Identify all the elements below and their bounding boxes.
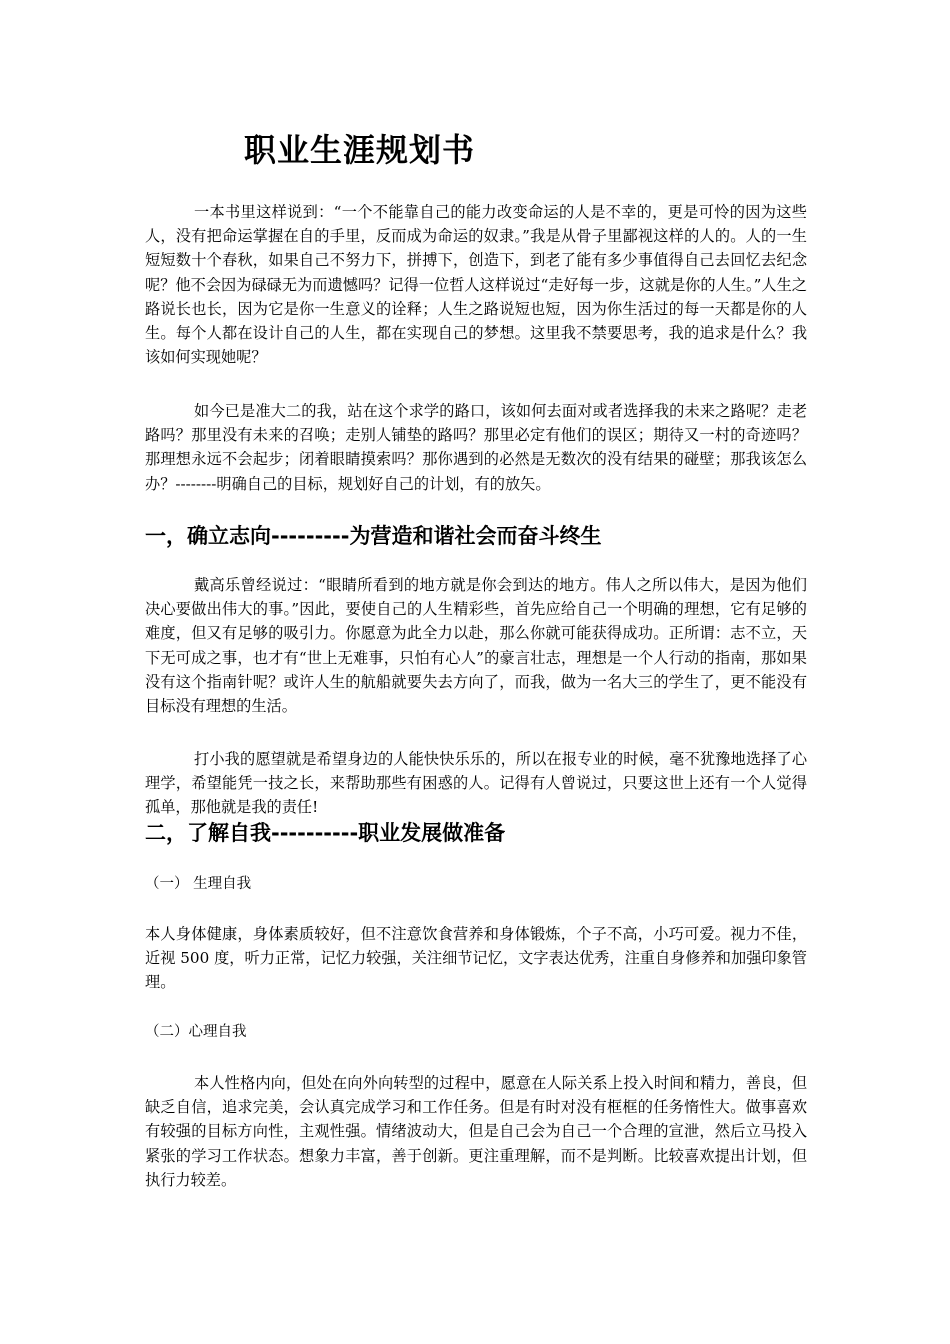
section-heading-self-knowledge: 二，了解自我----------职业发展做准备 [145, 821, 506, 845]
paragraph-ideal: 戴高乐曾经说过：“眼睛所看到的地方就是你会到达的地方。伟人之所以伟大，是因为他们决心要做出伟大的事。”因此，要使自己的人生精彩些，首先应给自己一个明确的理想，它有足够的难度，但又有足够的吸引力。你愿意为此全力以赴，那么你就可能获得成功。正所谓：志不立，天下无可成之事，也才有“世上无难事，只怕有心人”的豪言壮志，理想是一个人行动的指南，那如果没有这个指南针呢？或许人生的航船就要失去方向了，而我，做为一名大三的学生了，更不能没有目标没有理想的生活。 [145, 576, 807, 716]
paragraph-future-path: 如今已是准大二的我，站在这个求学的路口，该如何去面对或者选择我的未来之路呢？走老路吗？那里没有未来的召唤；走别人铺垫的路吗？那里必定有他们的误区；期待又一村的奇迹吗？那理想永远不会起步；闭着眼睛摸索吗？那你遇到的必然是无数次的没有结果的碰壁；那我该怎么办？--------明确自己的目标，规划好自己的计划，有的放矢。 [145, 402, 807, 493]
subheading-physical-self: （一） 生理自我 [145, 876, 252, 892]
paragraph-psychological-self: 本人性格内向，但处在向外向转型的过程中，愿意在人际关系上投入时间和精力，善良，但缺乏自信，追求完美，会认真完成学习和工作任务。但是有时对没有框框的任务惰性大。做事喜欢有较强的目标方向性，主观性强。情绪波动大，但是自己会为自己一个合理的宣泄，然后立马投入紧张的学习工作状态。想象力丰富，善于创新。更注重理解，而不是判断。比较喜欢提出计划，但执行力较差。 [145, 1074, 807, 1189]
subheading-psychological-self: （二）心理自我 [145, 1024, 247, 1040]
section-heading-aspiration: 一，确立志向---------为营造和谐社会而奋斗终生 [145, 524, 602, 548]
paragraph-physical-self: 本人身体健康，身体素质较好，但不注意饮食营养和身体锻炼，个子不高，小巧可爱。视力不佳，近视 500 度，听力正常，记忆力较强，关注细节记忆，文字表达优秀，注重自身修养和加强印象管理。 [145, 925, 807, 992]
paragraph-intro-quote: 一本书里这样说到：“一个不能靠自己的能力改变命运的人是不幸的，更是可怜的因为这些人，没有把命运掌握在自的手里，反而成为命运的奴隶。”我是从骨子里鄙视这样的人的。人的一生短短数十个春秋，如果自己不努力下，拼搏下，创造下，到老了能有多少事值得自己去回忆去纪念呢？他不会因为碌碌无为而遗憾吗？记得一位哲人这样说过“走好每一步，这就是你的人生。”人生之路说长也长，因为它是你一生意义的诠释；人生之路说短也短，因为你生活过的每一天都是你的人生。每个人都在设计自己的人生，都在实现自己的梦想。这里我不禁要思考，我的追求是什么？我该如何实现她呢？ [145, 203, 807, 367]
document-title: 职业生涯规划书 [244, 131, 476, 169]
paragraph-wish: 打小我的愿望就是希望身边的人能快快乐乐的，所以在报专业的时候，毫不犹豫地选择了心理学，希望能凭一技之长，来帮助那些有困惑的人。记得有人曾说过，只要这世上还有一个人觉得孤单，那他就是我的责任! [145, 750, 807, 817]
